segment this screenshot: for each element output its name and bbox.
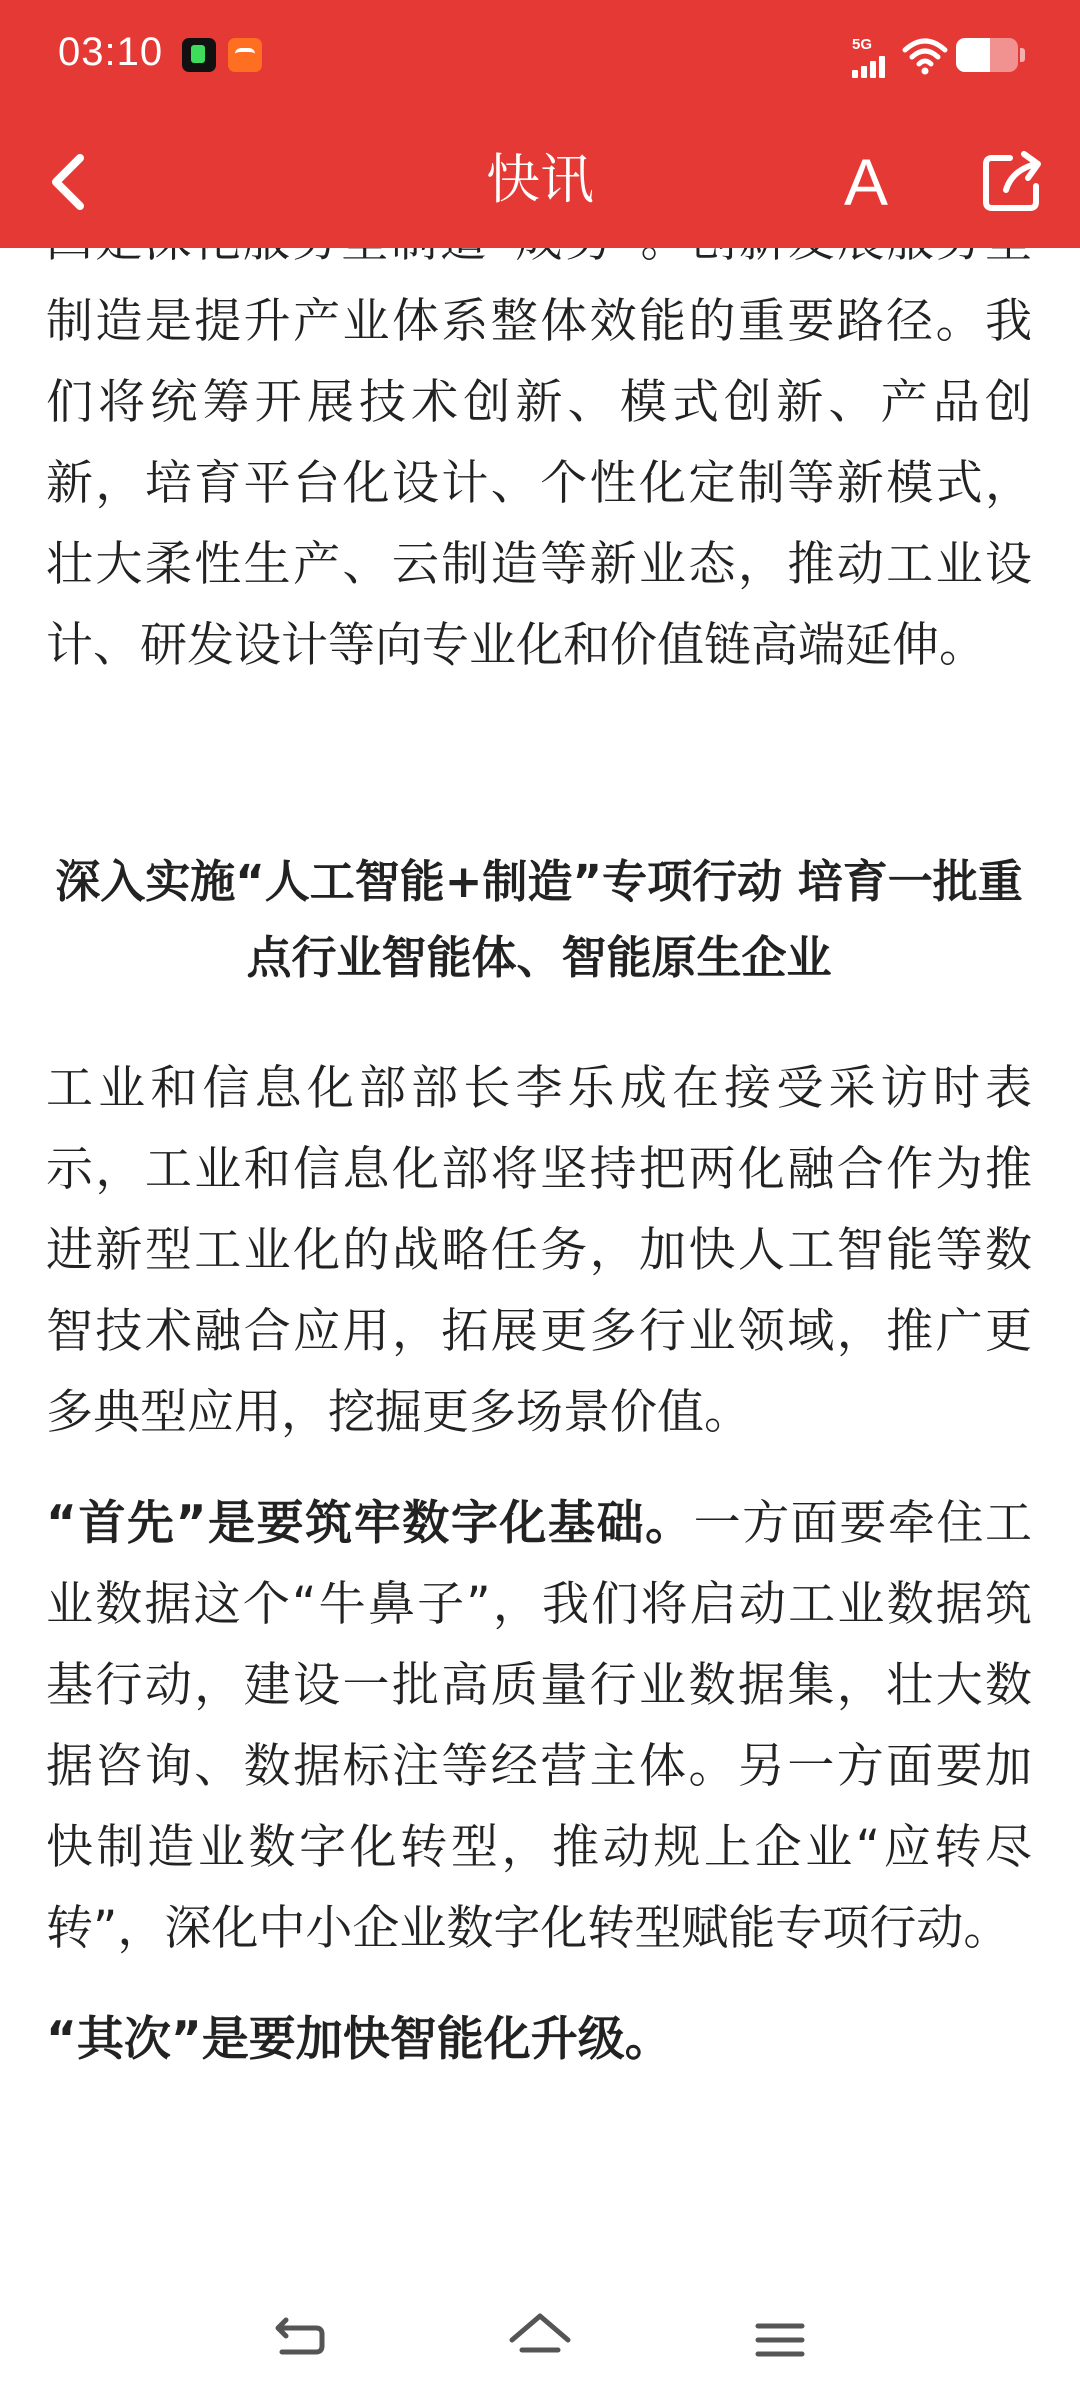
home-icon[interactable] xyxy=(500,2300,580,2380)
article-paragraph-partial-top: 制造是提升产业体系整体效能的重要路径。我们将统筹开展技术创新、模式创新、产品创新，培育平台化设计、个性化定制等新模式，壮大柔性生产、云制造等新业态，推动工业设计、研发设计等向专业化和价值链高端延伸。 xyxy=(46,293,1032,673)
status-bar xyxy=(0,0,1080,112)
system-navigation-bar xyxy=(0,2270,1080,2400)
paragraph-3-lead: “其次”是要加快智能化升级。 xyxy=(46,2011,672,2067)
app-notification-icon xyxy=(228,38,262,72)
article-body xyxy=(46,200,1032,2080)
battery-icon xyxy=(956,38,1018,72)
music-app-notification-icon xyxy=(182,38,216,72)
battery-level xyxy=(956,38,990,72)
back-arrow-icon[interactable] xyxy=(30,142,110,222)
share-icon[interactable] xyxy=(972,142,1052,222)
section-heading: 深入实施“人工智能+制造”专项行动 培育一批重点行业智能体、智能原生企业 xyxy=(55,854,1023,984)
wifi-icon xyxy=(902,36,948,76)
paragraph-2-lead: “首先”是要筑牢数字化基础。 xyxy=(46,1495,694,1551)
article-paragraph-2 xyxy=(46,1483,1032,1969)
navigation-bar xyxy=(0,112,1080,248)
article-paragraph-1: 工业和信息化部部长李乐成在接受采访时表示，工业和信息化部将坚持把两化融合作为推进新型工业化的战略任务，加快人工智能等数智技术融合应用，拓展更多行业领域，推广更多典型应用，挖掘更多场景价值。 xyxy=(46,1060,1032,1440)
signal-icon xyxy=(852,56,890,78)
back-nav-icon[interactable] xyxy=(260,2300,340,2380)
paragraph-2-body: 一方面要牵住工业数据这个“牛鼻子”，我们将启动工业数据筑基行动，建设一批高质量行业数据集，壮大数据咨询、数据标注等经营主体。另一方面要加快制造业数字化转型，推动规上企业“应转尽转”，深化中小企业数字化转型赋能专项行动。 xyxy=(46,1495,1033,1956)
menu-icon[interactable] xyxy=(740,2300,820,2380)
app-header xyxy=(0,0,1080,248)
article-paragraph-partial-bottom xyxy=(46,1999,1032,2080)
font-size-button[interactable]: A xyxy=(843,145,889,219)
status-time: 03:10 xyxy=(58,30,164,74)
page-title: 快讯 xyxy=(486,148,594,211)
network-type: 5G xyxy=(852,36,873,53)
